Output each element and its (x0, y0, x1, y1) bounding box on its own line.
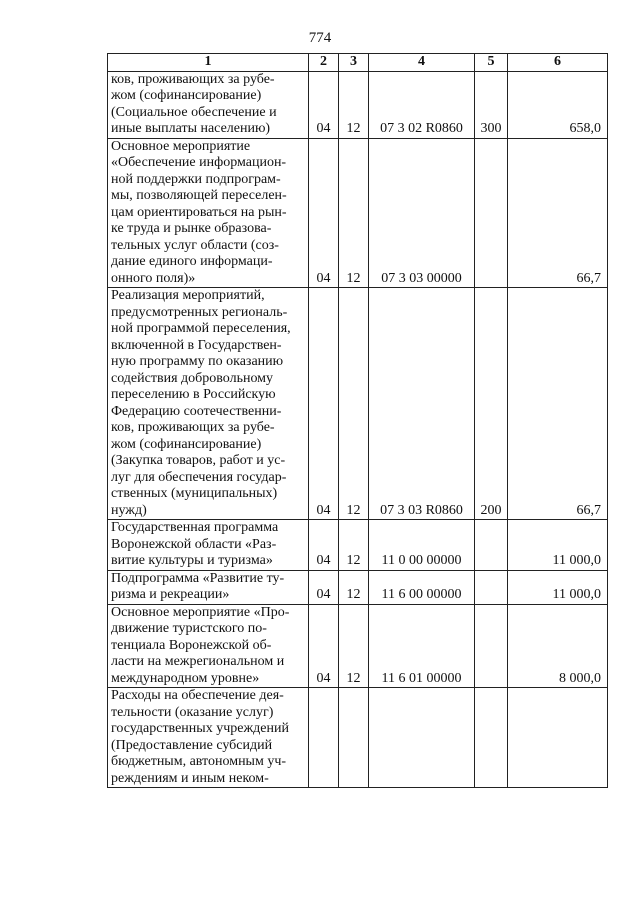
row-target-code (369, 688, 475, 788)
header-col-5: 5 (475, 54, 508, 72)
row-target-code: 11 6 00 00000 (369, 570, 475, 604)
row-subsection: 12 (339, 138, 369, 288)
row-name: Подпрограмма «Развитие ту- ризма и рекреации» (108, 570, 309, 604)
row-name: Реализация мероприятий, предусмотренных региональ- ной программой переселения, включенной в Государствен- ную программу по оказанию содействия добровольному переселению в Российскую Федерацию соотечественни- ков, проживающих за рубе- жом (софинансирование) (Закупка товаров, работ и ус- луг для обеспечения государ- ственных (муниципальных) нужд) (108, 288, 309, 520)
header-col-6: 6 (508, 54, 608, 72)
row-subsection: 12 (339, 520, 369, 571)
row-subsection: 12 (339, 288, 369, 520)
row-target-code: 11 0 00 00000 (369, 520, 475, 571)
row-sum: 658,0 (508, 71, 608, 138)
row-sum: 66,7 (508, 288, 608, 520)
table-row (108, 138, 608, 288)
row-expense-type (475, 138, 508, 288)
row-subsection: 12 (339, 604, 369, 688)
row-section: 04 (309, 138, 339, 288)
row-section: 04 (309, 570, 339, 604)
header-col-3: 3 (339, 54, 369, 72)
page-number: 774 (308, 30, 332, 46)
header-col-2: 2 (309, 54, 339, 72)
row-name: Государственная программа Воронежской области «Раз- витие культуры и туризма» (108, 520, 309, 571)
row-expense-type: 300 (475, 71, 508, 138)
row-sum: 66,7 (508, 138, 608, 288)
row-target-code: 07 3 02 R0860 (369, 71, 475, 138)
row-section: 04 (309, 288, 339, 520)
row-name: ков, проживающих за рубе- жом (софинансирование) (Социальное обеспечение и иные выплаты населению) (108, 71, 309, 138)
header-col-1: 1 (108, 54, 309, 72)
row-subsection (339, 688, 369, 788)
row-expense-type (475, 604, 508, 688)
row-name: Расходы на обеспечение дея- тельности (оказание услуг) государственных учреждений (Предоставление субсидий бюджетным, автономным уч- реждениям и иным неком- (108, 688, 309, 788)
table-row (108, 604, 608, 688)
row-expense-type (475, 688, 508, 788)
table-row (108, 288, 608, 520)
row-name: Основное мероприятие «Обеспечение информацион- ной поддержки подпрограм- мы, позволяющей переселен- цам ориентироваться на рын- ке труда и рынке образова- тельных услуг области (соз- дание единого информаци- онного поля)» (108, 138, 309, 288)
row-target-code: 07 3 03 00000 (369, 138, 475, 288)
row-sum (508, 688, 608, 788)
header-col-4: 4 (369, 54, 475, 72)
row-sum: 11 000,0 (508, 570, 608, 604)
budget-table (107, 53, 608, 788)
header-row (108, 54, 608, 72)
row-name: Основное мероприятие «Про- движение туристского по- тенциала Воронежской об- ласти на межрегиональном и международном уровне» (108, 604, 309, 688)
row-expense-type (475, 570, 508, 604)
row-expense-type (475, 520, 508, 571)
row-sum: 11 000,0 (508, 520, 608, 571)
row-sum: 8 000,0 (508, 604, 608, 688)
row-section: 04 (309, 604, 339, 688)
row-target-code: 11 6 01 00000 (369, 604, 475, 688)
table-row (108, 570, 608, 604)
table-row (108, 71, 608, 138)
row-section: 04 (309, 520, 339, 571)
row-target-code: 07 3 03 R0860 (369, 288, 475, 520)
row-subsection: 12 (339, 71, 369, 138)
row-subsection: 12 (339, 570, 369, 604)
row-section: 04 (309, 71, 339, 138)
table-row (108, 520, 608, 571)
row-section (309, 688, 339, 788)
table-row (108, 688, 608, 788)
row-expense-type: 200 (475, 288, 508, 520)
